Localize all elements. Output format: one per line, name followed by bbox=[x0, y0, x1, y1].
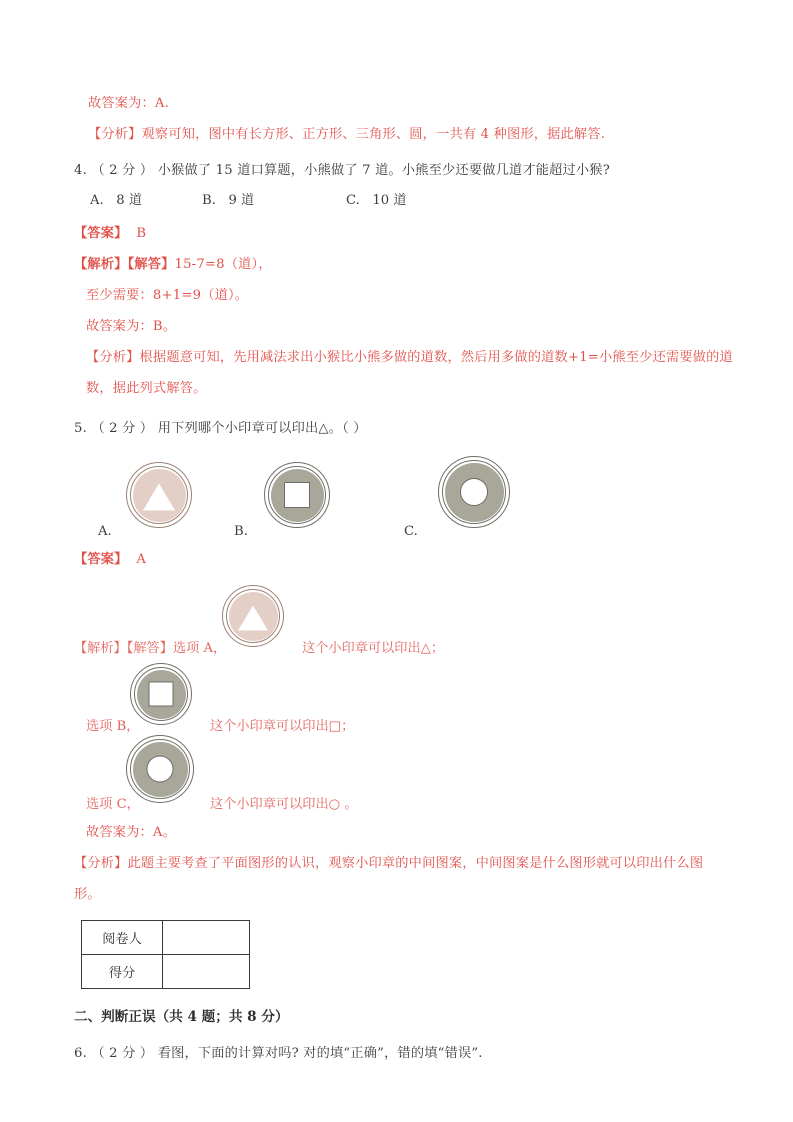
q4-option-a-key: A. bbox=[90, 193, 104, 208]
square-stamp bbox=[264, 462, 330, 528]
triangle-stamp bbox=[126, 462, 192, 528]
square-icon bbox=[149, 682, 174, 707]
q5-solution-a-prefix: 【解析】【解答】选项 A， bbox=[74, 641, 227, 656]
q4-option-c-text: 10 道 bbox=[372, 193, 407, 208]
grade-table-value-score[interactable] bbox=[163, 955, 250, 989]
q4-option-c[interactable] bbox=[346, 186, 407, 216]
q4-option-b-text: 9 道 bbox=[228, 193, 255, 208]
q5-solution-a-stamp bbox=[222, 585, 284, 651]
q4-solution-label: 【解析】【解答】 bbox=[74, 257, 175, 272]
q5-option-a[interactable] bbox=[98, 448, 238, 540]
triangle-icon bbox=[238, 606, 268, 631]
grade-table-label-marker: 阅卷人 bbox=[82, 921, 163, 955]
page-content bbox=[74, 88, 733, 1069]
q5-stem bbox=[74, 413, 726, 444]
grade-table-label-score: 得分 bbox=[82, 955, 163, 989]
q3-answer-final: 故答案为：A. bbox=[88, 96, 170, 111]
q4-solution bbox=[74, 249, 726, 280]
q5-points: （ 2 分 ） bbox=[91, 421, 154, 436]
q5-solution-a-suffix: 这个小印章可以印出△； bbox=[302, 641, 445, 656]
triangle-icon bbox=[143, 484, 175, 511]
table-row bbox=[82, 955, 250, 989]
q4-solution-line-2: 至少需要：8+1=9（道）。 bbox=[86, 288, 249, 303]
q5-option-a-stamp bbox=[126, 462, 192, 532]
q5-answer-label: 【答案】 bbox=[74, 552, 128, 567]
q4-stem-text: 小猴做了 15 道口算题，小熊做了 7 道。小熊至少还要做几道才能超过小猴? bbox=[157, 163, 610, 178]
q4-answer-value: B bbox=[136, 226, 147, 241]
q5-answer-final: 故答案为：A。 bbox=[86, 825, 177, 840]
q4-option-b[interactable] bbox=[202, 186, 346, 216]
q5-solution-b-prefix: 选项 B， bbox=[86, 719, 140, 734]
q5-solution-c-suffix: 这个小印章可以印出○ 。 bbox=[210, 797, 358, 812]
q6-stem bbox=[74, 1038, 726, 1069]
q3-analysis: 【分析】观察可知，图中有长方形、正方形、三角形、圆，一共有 4 种图形，据此解答. bbox=[88, 127, 606, 142]
q4-options bbox=[74, 186, 726, 216]
q5-answer bbox=[74, 544, 726, 575]
q4-answer-label: 【答案】 bbox=[74, 226, 128, 241]
q6-points: （ 2 分 ） bbox=[91, 1046, 154, 1061]
circle-icon bbox=[460, 478, 488, 506]
q5-solution-row-b bbox=[74, 661, 726, 739]
q5-analysis: 【分析】此题主要考查了平面图形的认识，观察小印章的中间图案，中间图案是什么图形就可以印出什么图形。 bbox=[74, 856, 704, 902]
square-icon bbox=[284, 482, 310, 508]
q5-solution-b-stamp bbox=[130, 663, 192, 729]
q5-solution-c-stamp bbox=[126, 735, 194, 807]
grade-table-value-marker[interactable] bbox=[163, 921, 250, 955]
q4-points: （ 2 分 ） bbox=[91, 163, 154, 178]
q5-solution-b-suffix: 这个小印章可以印出□； bbox=[210, 719, 355, 734]
q4-solution-line-1: 15-7=8（道）， bbox=[174, 257, 272, 272]
q4-analysis: 【分析】根据题意可知，先用减法求出小猴比小熊多做的道数，然后用多做的道数+1=小熊至少还需要做的道数，据此列式解答。 bbox=[86, 350, 733, 396]
q5-options-row bbox=[74, 448, 726, 540]
q4-option-b-key: B. bbox=[202, 193, 216, 208]
q4-answer bbox=[74, 218, 726, 249]
q5-option-c[interactable] bbox=[404, 448, 564, 540]
triangle-stamp bbox=[222, 585, 284, 647]
q4-stem bbox=[74, 155, 726, 186]
q4-option-a-text: 8 道 bbox=[116, 193, 143, 208]
table-row bbox=[82, 921, 250, 955]
q5-solution-row-c bbox=[74, 739, 726, 817]
q4-solution-line-3: 故答案为：B。 bbox=[86, 319, 177, 334]
q5-solution-c-prefix: 选项 C， bbox=[86, 797, 140, 812]
q6-stem-text: 看图，下面的计算对吗? 对的填“正确”，错的填“错误”. bbox=[157, 1046, 483, 1061]
q5-stem-text: 用下列哪个小印章可以印出△。（ ） bbox=[157, 421, 367, 436]
square-stamp bbox=[130, 663, 192, 725]
q5-option-b-stamp bbox=[264, 462, 330, 532]
q5-option-b[interactable] bbox=[234, 448, 384, 540]
grade-table bbox=[81, 920, 250, 989]
q5-number: 5. bbox=[74, 421, 87, 436]
q5-option-a-key: A. bbox=[98, 524, 112, 539]
q5-answer-value: A bbox=[136, 552, 147, 567]
q5-solution-row-a bbox=[74, 575, 726, 661]
q4-number: 4. bbox=[74, 163, 87, 178]
q5-option-b-key: B. bbox=[234, 524, 248, 539]
circle-icon bbox=[147, 756, 174, 783]
q6-number: 6. bbox=[74, 1046, 87, 1061]
q4-option-a[interactable] bbox=[90, 186, 202, 216]
q4-option-c-key: C. bbox=[346, 193, 360, 208]
circle-stamp bbox=[126, 735, 194, 803]
q5-option-c-key: C. bbox=[404, 524, 418, 539]
section-2-title: 二、判断正误（共 4 题；共 8 分） bbox=[74, 1009, 289, 1025]
q5-option-c-stamp bbox=[438, 456, 510, 532]
circle-stamp bbox=[438, 456, 510, 528]
